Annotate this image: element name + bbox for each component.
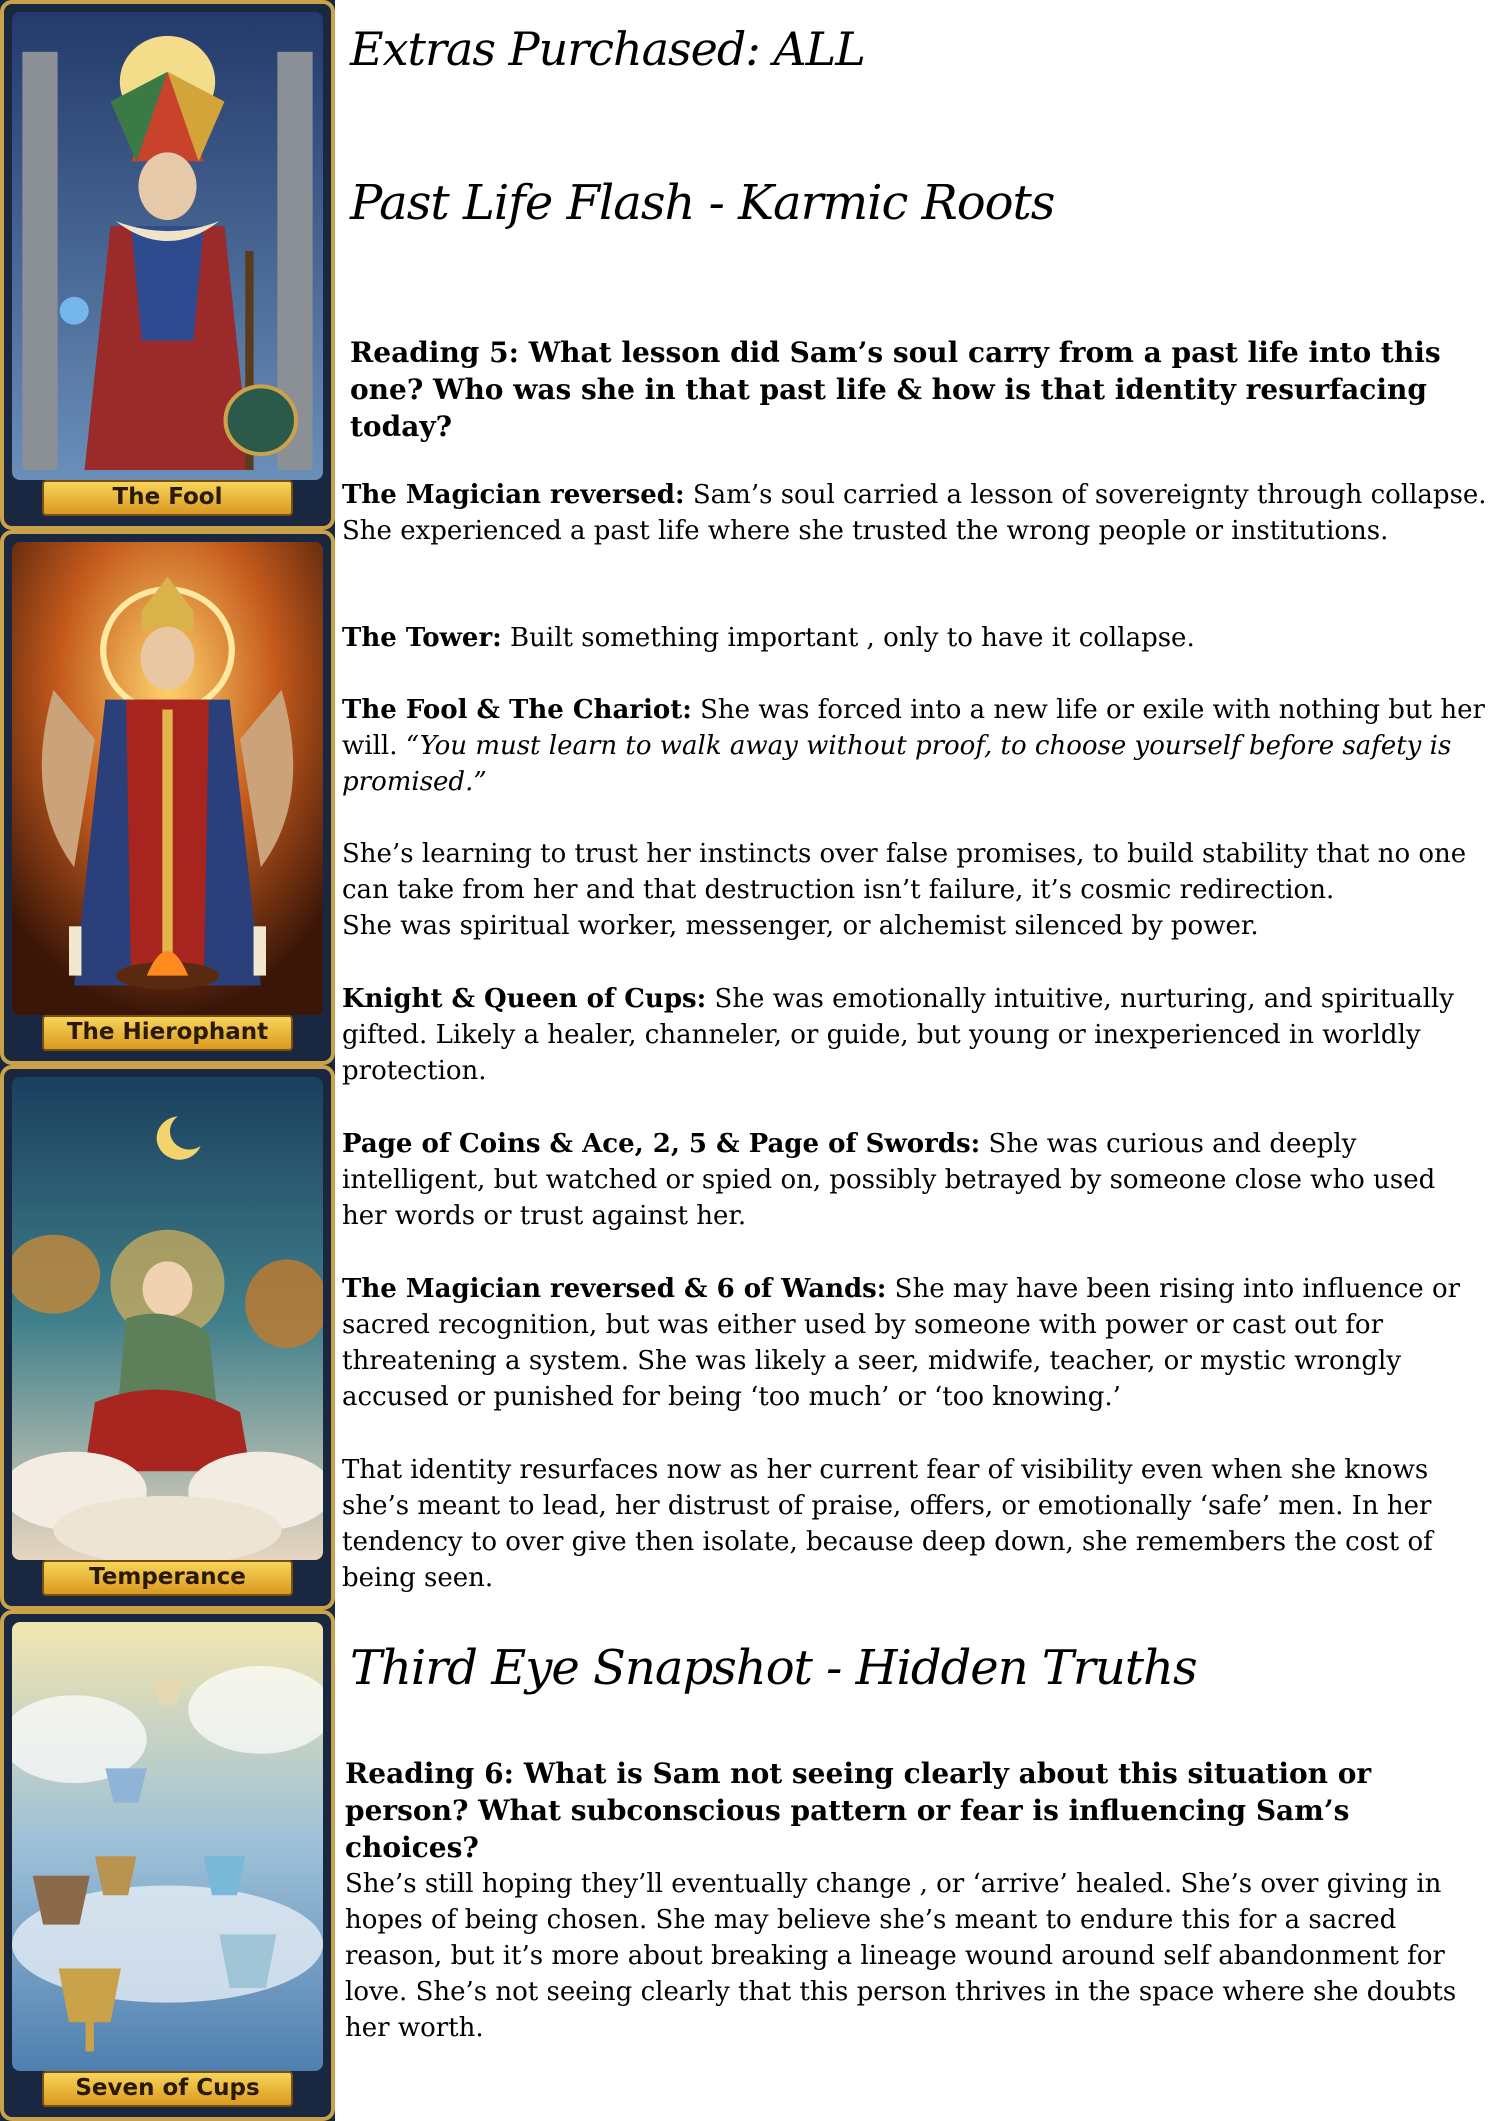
card-temperance xyxy=(0,1065,335,1610)
the-fool-illustration xyxy=(12,12,323,480)
paragraph-body: She may have been rising into influence or sacred recognition, but was either used by someone with power or cast out for threatening a system. She was likely a seer, midwife, teacher, or mystic wrongly accused or punished for being ‘too much’ or ‘too knowing.’ xyxy=(342,1274,1461,1412)
paragraph-heading: The Magician reversed: xyxy=(342,480,685,510)
paragraph-heading: Knight & Queen of Cups: xyxy=(342,984,707,1014)
paragraph-body: She’s learning to trust her instincts over false promises, to build stability that no one can take from her and that destruction isn’t failure, it’s cosmic redirection. xyxy=(342,839,1467,905)
seven-of-cups-illustration xyxy=(12,1622,323,2071)
paragraph-body: She was forced into a new life or exile with nothing but her will. xyxy=(342,695,1485,761)
card-label-the-hierophant: The Hierophant xyxy=(42,1015,293,1051)
paragraph-quote: “You must learn to walk away without proof, to choose yourself before safety is promised.” xyxy=(342,731,1452,797)
the-hierophant-illustration xyxy=(12,542,323,1015)
paragraph-heading: The Tower: xyxy=(342,623,502,653)
reading-6-question: Reading 6: What is Sam not seeing clearly about this situation or person? What subconscious pattern or fear is influencing Sam’s choices? xyxy=(345,1757,1372,1864)
paragraph-body: She was spiritual worker, messenger, or alchemist silenced by power. xyxy=(342,911,1259,941)
third-eye-snapshot-heading: Third Eye Snapshot - Hidden Truths xyxy=(350,1640,1197,1696)
past-life-flash-heading: Past Life Flash - Karmic Roots xyxy=(350,175,1055,231)
paragraph-heading: The Magician reversed & 6 of Wands: xyxy=(342,1274,887,1304)
paragraph-magician-reversed xyxy=(342,477,1488,549)
card-the-fool xyxy=(0,0,335,530)
paragraph-heading: The Fool & The Chariot: xyxy=(342,695,692,725)
paragraph-body: Sam’s soul carried a lesson of sovereignty through collapse. She experienced a past life where she trusted the wrong people or institutions. xyxy=(342,480,1487,546)
extras-purchased-heading: Extras Purchased: ALL xyxy=(350,22,865,76)
paragraph-learning-trust xyxy=(342,836,1488,944)
paragraph-the-tower xyxy=(342,620,1488,656)
paragraph-body: Built something important , only to have it collapse. xyxy=(501,623,1195,653)
reading-5-question: Reading 5: What lesson did Sam’s soul carry from a past life into this one? Who was she in that past life & how is that identity resurfacing today? xyxy=(350,336,1441,443)
reading-content xyxy=(342,0,1492,2121)
card-label-seven-of-cups: Seven of Cups xyxy=(42,2071,293,2107)
card-label-temperance: Temperance xyxy=(42,1560,293,1596)
card-label-the-fool: The Fool xyxy=(42,480,293,516)
temperance-illustration xyxy=(12,1077,323,1560)
paragraph-identity-resurfaces: That identity resurfaces now as her current fear of visibility even when she knows she’s meant to lead, her distrust of praise, offers, or emotionally ‘safe’ men. In her tendency to over give then isolate, because deep down, she remembers the cost of being seen. xyxy=(342,1455,1433,1593)
card-the-hierophant xyxy=(0,530,335,1065)
paragraph-magician-six-wands xyxy=(342,1271,1488,1415)
paragraph-body: She was emotionally intuitive, nurturing, and spiritually gifted. Likely a healer, channeler, or guide, but young or inexperienced in worldly protection. xyxy=(342,984,1454,1086)
paragraph-still-hoping: She’s still hoping they’ll eventually change , or ‘arrive’ healed. She’s over giving in hopes of being chosen. She may believe she’s meant to endure this for a sacred reason, but it’s more about breaking a lineage wound around self abandonment for love. She’s not seeing clearly that this person thrives in the space where she doubts her worth. xyxy=(345,1869,1457,2043)
paragraph-fool-chariot xyxy=(342,692,1488,800)
paragraph-heading: Page of Coins & Ace, 2, 5 & Page of Swords: xyxy=(342,1129,981,1159)
tarot-card-column xyxy=(0,0,335,2121)
paragraph-page-coins-swords xyxy=(342,1126,1488,1234)
paragraph-knight-queen-cups xyxy=(342,981,1488,1089)
paragraph-body: She was curious and deeply intelligent, but watched or spied on, possibly betrayed by someone close who used her words or trust against her. xyxy=(342,1129,1436,1231)
card-seven-of-cups xyxy=(0,1610,335,2121)
